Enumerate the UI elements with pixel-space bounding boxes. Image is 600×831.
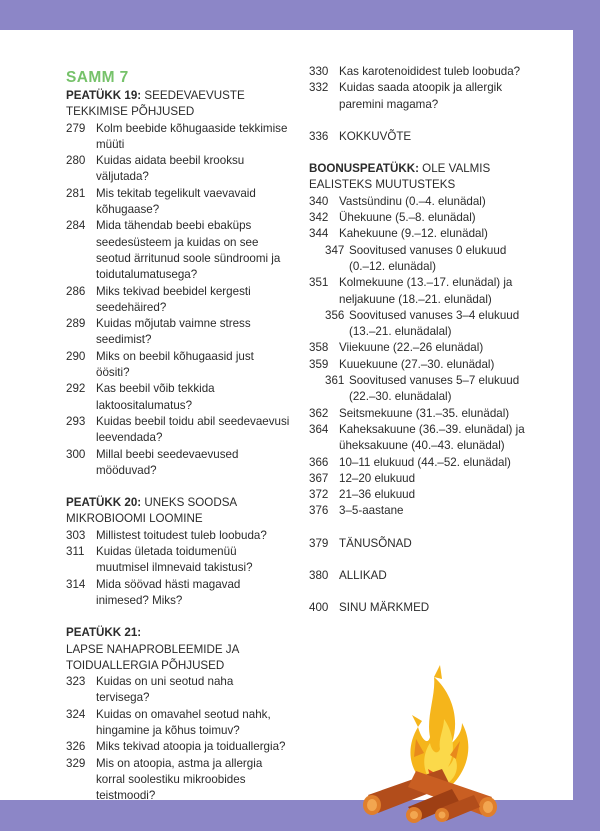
chapter-title: OLE VALMIS bbox=[422, 162, 491, 176]
toc-entry[interactable] bbox=[309, 568, 545, 584]
toc-entry[interactable] bbox=[309, 422, 545, 455]
entry-title bbox=[339, 422, 545, 455]
entry-title bbox=[96, 284, 298, 317]
page-number: 380 bbox=[309, 569, 329, 583]
chapter-label: PEATÜKK 21: bbox=[66, 626, 142, 640]
entry-title bbox=[339, 357, 545, 373]
chapter-20-entries bbox=[66, 528, 298, 609]
page-number: 400 bbox=[309, 601, 329, 615]
bonus-chapter-entries bbox=[309, 194, 545, 520]
entry-title bbox=[339, 406, 545, 422]
toc-entry[interactable] bbox=[309, 194, 545, 210]
toc-entry[interactable] bbox=[309, 406, 545, 422]
chapter-label: BOONUSPEATÜKK: bbox=[309, 162, 419, 176]
entry-title: ALLIKAD bbox=[339, 569, 387, 583]
entry-title-line: Kuidas on omavahel seotud nahk, bbox=[96, 707, 271, 721]
entry-title-line: Millistest toitudest tuleb loobuda? bbox=[96, 528, 267, 542]
entry-title-line: Viiekuune (22.–26 elunädal) bbox=[339, 341, 484, 355]
page-number: 286 bbox=[66, 284, 86, 298]
flame-icon bbox=[410, 665, 468, 785]
entry-title bbox=[349, 243, 545, 276]
page-number: 379 bbox=[309, 536, 329, 550]
page-number: 323 bbox=[66, 675, 86, 689]
entry-title-line: kõhugaase? bbox=[96, 203, 160, 217]
chapter-title: SEEDEVAEVUSTE bbox=[144, 89, 245, 102]
entry-title bbox=[96, 349, 298, 382]
entry-title-line: (13.–21. elunädalal) bbox=[349, 325, 452, 339]
entry-title-line: üheksakuune (40.–43. elunädal) bbox=[339, 439, 505, 453]
page-number: 361 bbox=[325, 374, 345, 388]
entry-title-line: hingamine ja kõhus toimuv? bbox=[96, 723, 240, 737]
entry-title-line: Kas beebil võib tekkida bbox=[96, 382, 215, 396]
entry-title-line: 12–20 elukuud bbox=[339, 471, 416, 485]
toc-entry[interactable] bbox=[66, 544, 298, 577]
entry-title-line: Kahekuune (9.–12. elunädal) bbox=[339, 227, 488, 241]
toc-entry[interactable] bbox=[66, 381, 298, 414]
campfire-icon bbox=[356, 657, 504, 827]
entry-title-line: väljutada? bbox=[96, 170, 149, 184]
page-number: 293 bbox=[66, 414, 86, 428]
entry-title bbox=[339, 80, 545, 113]
entry-title-line: Soovitused vanuses 0 elukuud bbox=[349, 243, 507, 257]
entry-title bbox=[96, 381, 298, 414]
toc-entry[interactable] bbox=[66, 756, 298, 805]
toc-entry[interactable] bbox=[66, 739, 298, 755]
page-number: 356 bbox=[325, 308, 345, 322]
entry-title-line: mööduvad? bbox=[96, 463, 157, 477]
page-number: 364 bbox=[309, 422, 329, 436]
page-number: 292 bbox=[66, 382, 86, 396]
entry-title bbox=[96, 544, 298, 577]
entry-title bbox=[96, 674, 298, 707]
entry-title bbox=[96, 414, 298, 447]
toc-entry[interactable] bbox=[66, 218, 298, 283]
entry-title bbox=[96, 756, 298, 805]
entry-title bbox=[96, 528, 298, 544]
entry-title-line: muutmisel ilmnevaid takistusi? bbox=[96, 561, 253, 575]
entry-title bbox=[339, 194, 545, 210]
page-number: 314 bbox=[66, 577, 86, 591]
toc-entry[interactable] bbox=[309, 455, 545, 471]
entry-title-line: Kolmekuune (13.–17. elunädal) ja bbox=[339, 276, 513, 290]
entry-title bbox=[96, 316, 298, 349]
entry-title-line: Mis tekitab tegelikult vaevavaid bbox=[96, 186, 256, 200]
toc-entry[interactable] bbox=[309, 243, 545, 276]
entry-title bbox=[96, 186, 298, 219]
chapter-title: EALISTEKS MUUTUSTEKS bbox=[309, 178, 456, 192]
toc-page bbox=[0, 30, 573, 803]
entry-title-line: Mida tähendab beebi ebaküps bbox=[96, 219, 252, 233]
page-number: 332 bbox=[309, 81, 329, 95]
toc-entry[interactable] bbox=[66, 707, 298, 740]
entry-title-line: korral soolestiku mikroobides bbox=[96, 772, 246, 786]
toc-right-column bbox=[309, 64, 545, 617]
chapter-title: TOIDUALLERGIA PÕHJUSED bbox=[66, 658, 225, 672]
bonus-chapter-heading bbox=[309, 161, 545, 194]
entry-title-line: toidutalumatusega? bbox=[96, 268, 198, 282]
page-number: 290 bbox=[66, 349, 86, 363]
page-number: 284 bbox=[66, 219, 86, 233]
toc-entry[interactable] bbox=[66, 121, 298, 154]
chapter-21-entries bbox=[66, 674, 298, 804]
page-number: 366 bbox=[309, 455, 329, 469]
entry-title-line: Ühekuune (5.–8. elunädal) bbox=[339, 211, 476, 225]
page-number: 303 bbox=[66, 528, 86, 542]
entry-title bbox=[96, 218, 298, 283]
entry-title-line: teistmoodi? bbox=[96, 789, 156, 803]
entry-title bbox=[339, 471, 545, 487]
chapter-21-continued-entries bbox=[309, 64, 545, 113]
entry-title bbox=[339, 487, 545, 503]
entry-title-line: paremini magama? bbox=[339, 97, 439, 111]
page-number: 326 bbox=[66, 740, 86, 754]
toc-entry[interactable] bbox=[309, 275, 545, 308]
chapter-title: TEKKIMISE PÕHJUSED bbox=[66, 105, 195, 119]
entry-title-line: Soovitused vanuses 3–4 elukuud bbox=[349, 308, 520, 322]
page-number: 330 bbox=[309, 65, 329, 78]
entry-title-line: Soovitused vanuses 5–7 elukuud bbox=[349, 374, 520, 388]
page-number: 340 bbox=[309, 194, 329, 208]
entry-title-line: seotud ärritunud soole sündroomi ja bbox=[96, 251, 281, 265]
chapter-label: PEATÜKK 20: bbox=[66, 496, 142, 510]
entry-title-line: öösiti? bbox=[96, 366, 130, 380]
entry-title bbox=[96, 447, 298, 480]
toc-entry[interactable] bbox=[309, 308, 545, 341]
entry-title-line: Miks tekivad beebidel kergesti bbox=[96, 284, 251, 298]
chapter-19-heading bbox=[66, 88, 298, 121]
entry-title bbox=[339, 64, 545, 80]
toc-entry[interactable] bbox=[309, 357, 545, 373]
toc-entry[interactable] bbox=[66, 316, 298, 349]
entry-title-line: Kas karotenoididest tuleb loobuda? bbox=[339, 65, 521, 78]
toc-entry[interactable] bbox=[309, 373, 545, 406]
entry-title: SINU MÄRKMED bbox=[339, 601, 430, 615]
entry-title bbox=[339, 503, 545, 519]
chapter-19-entries bbox=[66, 121, 298, 480]
entry-title-line: Kuidas aidata beebil krooksu bbox=[96, 154, 245, 168]
entry-title-line: Seitsmekuune (31.–35. elunädal) bbox=[339, 406, 510, 420]
page-number: 342 bbox=[309, 211, 329, 225]
page-number: 300 bbox=[66, 447, 86, 461]
toc-entry[interactable] bbox=[309, 600, 545, 616]
entry-title-line: Mida söövad hästi magavad bbox=[96, 577, 241, 591]
page-number: 279 bbox=[66, 121, 86, 135]
entry-title bbox=[339, 340, 545, 356]
entry-title-line: 21–36 elukuud bbox=[339, 488, 416, 502]
entry-title-line: Vastsündinu (0.–4. elunädal) bbox=[339, 194, 486, 208]
entry-title-line: seedehäired? bbox=[96, 300, 167, 314]
entry-title-line: tervisega? bbox=[96, 691, 150, 705]
entry-title bbox=[339, 455, 545, 471]
page-number: 324 bbox=[66, 707, 86, 721]
entry-title-line: seedesüsteem ja kuidas on see bbox=[96, 235, 259, 249]
entry-title bbox=[96, 707, 298, 740]
entry-title-line: 3–5-aastane bbox=[339, 504, 404, 518]
toc-entry[interactable] bbox=[309, 487, 545, 503]
entry-title-line: Mis on atoopia, astma ja allergia bbox=[96, 756, 263, 770]
entry-title bbox=[349, 308, 545, 341]
toc-entry[interactable] bbox=[66, 447, 298, 480]
entry-title-line: Kuidas on uni seotud naha bbox=[96, 675, 234, 689]
entry-title bbox=[339, 210, 545, 226]
chapter-title: UNEKS SOODSA bbox=[144, 496, 238, 510]
page-number: 347 bbox=[325, 243, 345, 257]
toc-entry[interactable] bbox=[66, 528, 298, 544]
page-number: 359 bbox=[309, 357, 329, 371]
entry-title bbox=[339, 275, 545, 308]
toc-entry[interactable] bbox=[66, 674, 298, 707]
page-number: 376 bbox=[309, 504, 329, 518]
entry-title-line: neljakuune (18.–21. elunädal) bbox=[339, 292, 492, 306]
logs-icon bbox=[363, 769, 497, 823]
toc-entry[interactable] bbox=[309, 471, 545, 487]
chapter-label: PEATÜKK 19: bbox=[66, 89, 142, 102]
entry-title-line: Kaheksakuune (36.–39. elunädal) ja bbox=[339, 422, 525, 436]
toc-entry[interactable] bbox=[66, 414, 298, 447]
page-number: 311 bbox=[66, 545, 85, 559]
page-number: 289 bbox=[66, 317, 86, 331]
entry-title bbox=[349, 373, 545, 406]
entry-title-line: Kuidas saada atoopik ja allergik bbox=[339, 81, 503, 95]
chapter-title: LAPSE NAHAPROBLEEMIDE JA bbox=[66, 642, 240, 656]
page-number: 362 bbox=[309, 406, 329, 420]
entry-title-line: Kuidas mõjutab vaimne stress bbox=[96, 317, 251, 331]
entry-title-line: Miks tekivad atoopia ja toiduallergia? bbox=[96, 740, 286, 754]
entry-title bbox=[96, 739, 298, 755]
chapter-title: MIKROBIOOMI LOOMINE bbox=[66, 512, 203, 526]
toc-entry[interactable] bbox=[66, 186, 298, 219]
page-number: 344 bbox=[309, 227, 329, 241]
entry-title: TÄNUSÕNAD bbox=[339, 536, 412, 550]
entry-title-line: Kuuekuune (27.–30. elunädal) bbox=[339, 357, 495, 371]
page-number: 281 bbox=[66, 186, 86, 200]
chapter-21-heading bbox=[66, 625, 298, 674]
entry-title-line: Kuidas beebil toidu abil seedevaevusi bbox=[96, 414, 290, 428]
page-number: 372 bbox=[309, 488, 329, 502]
toc-entry[interactable] bbox=[309, 64, 545, 80]
samm-title: SAMM 7 bbox=[66, 69, 129, 86]
entry-title bbox=[96, 121, 298, 154]
toc-entry[interactable] bbox=[309, 536, 545, 552]
page-number: 367 bbox=[309, 471, 329, 485]
entry-title-line: inimesed? Miks? bbox=[96, 593, 183, 607]
entry-title-line: leevendada? bbox=[96, 431, 163, 445]
toc-entry[interactable] bbox=[66, 284, 298, 317]
entry-title bbox=[96, 153, 298, 186]
entry-title-line: seedimist? bbox=[96, 333, 152, 347]
chapter-20-heading bbox=[66, 495, 298, 528]
toc-entry[interactable] bbox=[66, 153, 298, 186]
end-matter-entries bbox=[309, 520, 545, 617]
entry-title-line: Kuidas ületada toidumenüü bbox=[96, 545, 237, 559]
toc-entry[interactable] bbox=[309, 80, 545, 113]
entry-title-line: müüti bbox=[96, 137, 125, 151]
entry-title bbox=[339, 226, 545, 242]
entry-title-line: Millal beebi seedevaevused bbox=[96, 447, 239, 461]
entry-title-line: Kolm beebide kõhugaaside tekkimise bbox=[96, 121, 288, 135]
entry-title bbox=[96, 577, 298, 610]
entry-title-line: (0.–12. elunädal) bbox=[349, 259, 437, 273]
page-number: 351 bbox=[309, 276, 329, 290]
entry-title: KOKKUVÕTE bbox=[339, 129, 412, 143]
entry-title-line: (22.–30. elunädalal) bbox=[349, 390, 452, 404]
entry-title-line: laktoositalumatus? bbox=[96, 398, 193, 412]
toc-entry[interactable] bbox=[66, 577, 298, 610]
toc-entry[interactable] bbox=[309, 210, 545, 226]
toc-left-column bbox=[66, 68, 298, 804]
toc-entry[interactable] bbox=[66, 349, 298, 382]
page-number: 280 bbox=[66, 154, 86, 168]
toc-entry[interactable] bbox=[309, 226, 545, 242]
toc-entry-kokkuvote[interactable] bbox=[309, 129, 545, 145]
toc-entry[interactable] bbox=[309, 503, 545, 519]
page-number: 329 bbox=[66, 756, 86, 770]
toc-entry[interactable] bbox=[309, 340, 545, 356]
entry-title-line: 10–11 elukuud (44.–52. elunädal) bbox=[339, 455, 511, 469]
page-number: 358 bbox=[309, 341, 329, 355]
page-number: 336 bbox=[309, 129, 329, 143]
entry-title-line: Miks on beebil kõhugaasid just bbox=[96, 349, 254, 363]
